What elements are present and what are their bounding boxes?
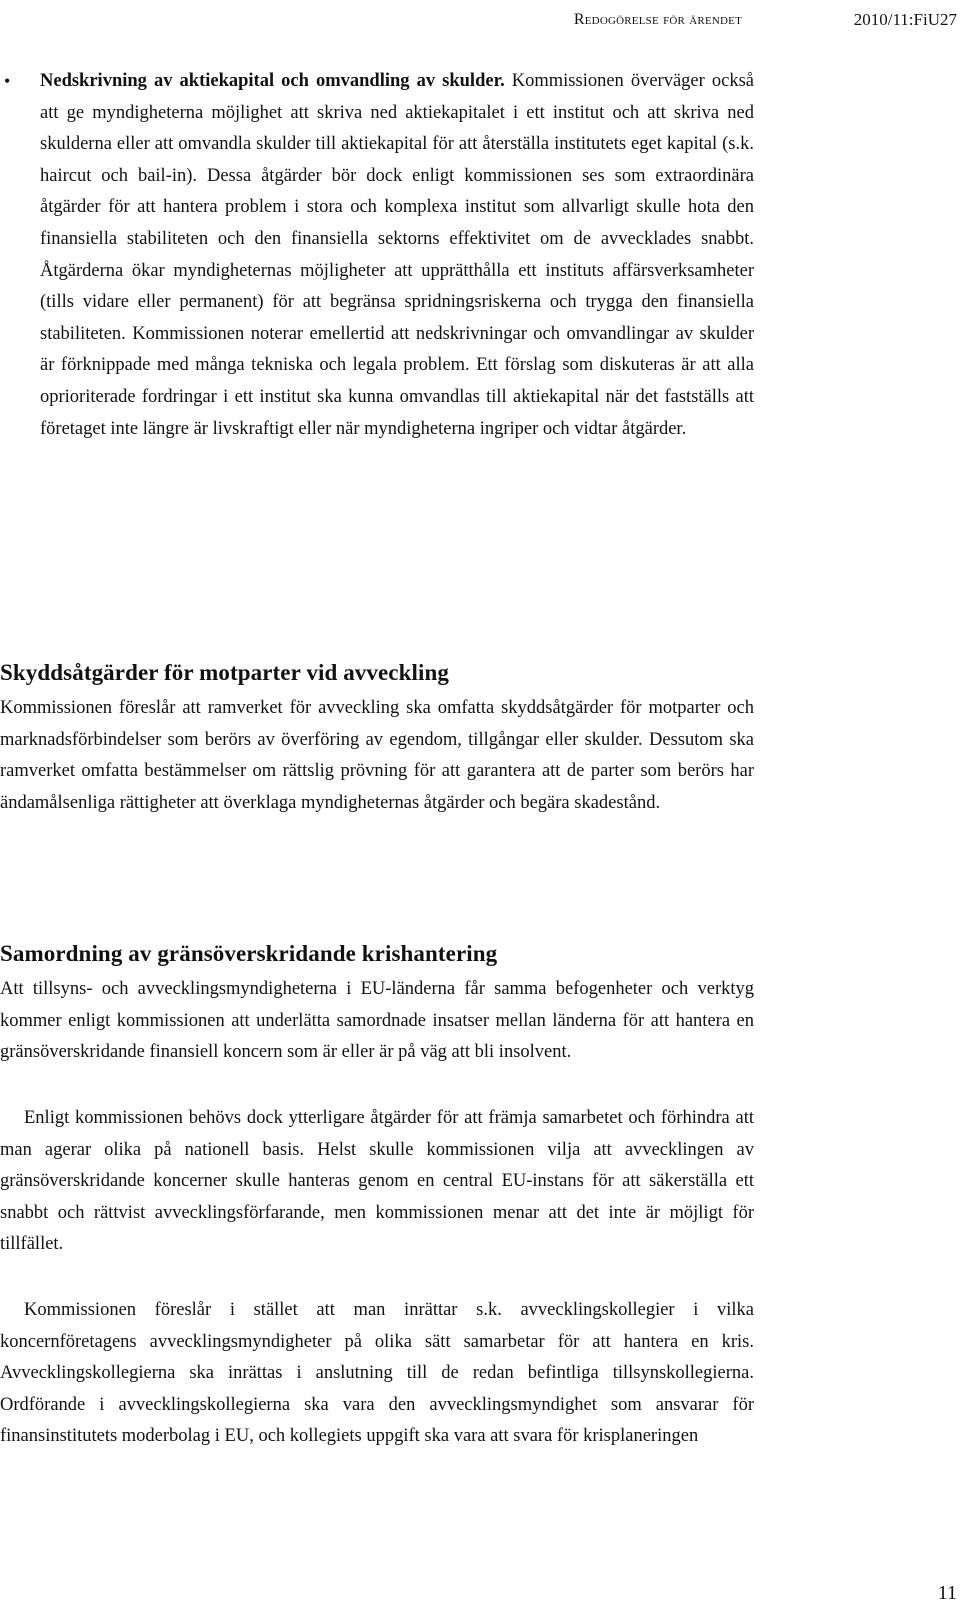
- bullet-lead: Nedskrivning av aktiekapital och omvandling av skulder.: [40, 71, 505, 91]
- heading-samordning: Samordning av gränsöverskridande krishantering: [0, 941, 498, 966]
- paragraph-skyddsatgarder: Kommissionen föreslår att ramverket för avveckling ska omfatta skyddsåtgärder för motparter och marknadsförbindelser som berörs av överföring av egendom, tillgångar eller skulder. Dessutom ska ramverket omfatta bestämmelser om rättslig prövning för att garantera att de parter som berörs har ändamålsenliga rättigheter att överklaga myndigheternas åtgärder och begära skadestånd.: [0, 698, 754, 813]
- page-number: 11: [937, 1582, 957, 1604]
- report-label: Redogörelse för ärendet: [573, 11, 742, 28]
- heading-skyddsatgarder: Skyddsåtgärder för motparter vid avveckling: [0, 660, 449, 685]
- bullet-body: Kommissionen överväger också att ge myndigheterna möjlighet att skriva ned aktiekapitalet i ett institut och att skriva ned skulderna eller att omvandla skulder till aktiekapital för att återställa institutets eget kapital (s.k. haircut och bail-in). Dessa åtgärder bör dock enligt kommissionen ses som extraordinära åtgärder för att hantera problem i stora och komplexa institut som allvarligt skulle hota den finansiella stabiliteten och den finansiella sektorns effektivitet om de avvecklades snabbt. Åtgärderna ökar myndigheternas möjligheter att upprätthålla ett instituts affärsverksamheter (tills vidare eller permanent) för att begränsa spridningsriskerna och trygga den finansiella stabiliteten. Kommissionen noterar emellertid att nedskrivningar och omvandlingar av skulder är förknippade med många tekniska och legala problem. Ett förslag som diskuteras är att alla oprioriterade fordringar i ett institut ska kunna omvandlas till aktiekapital när det fastställs att företaget inte längre är livskraftigt eller när myndigheterna ingriper och vidtar åtgärder.: [40, 71, 754, 439]
- paragraph-samordning-2: Enligt kommissionen behövs dock ytterligare åtgärder för att främja samarbetet och förhindra att man agerar olika på nationell basis. Helst skulle kommissionen vilja att avvecklingen av gränsöverskridande koncerner skulle hanteras genom en central EU-instans för att säkerställa ett snabbt och rättvist avvecklingsförfarande, men kommissionen menar att det inte är möjligt för tillfället.: [0, 1108, 754, 1255]
- document-code: 2010/11:FiU27: [853, 10, 957, 29]
- bullet-marker: •: [4, 71, 11, 91]
- bullet-item: [0, 66, 760, 445]
- paragraph-samordning-1: Att tillsyns- och avvecklingsmyndigheterna i EU-länderna får samma befogenheter och verktyg kommer enligt kommissionen att underlätta samordnade insatser mellan länderna för att hantera en gränsöverskridande finansiell koncern som är eller är på väg att bli insolvent.: [0, 979, 754, 1063]
- bullet-text: [40, 66, 754, 445]
- paragraph-samordning-3: Kommissionen föreslår i stället att man inrättar s.k. avvecklingskollegier i vilka koncernföretagens avvecklingsmyndigheter på olika sätt samarbetar för att hantera en kris. Avvecklingskollegierna ska inrättas i anslutning till de redan befintliga tillsynskollegierna. Ordförande i avvecklingskollegierna ska vara den avvecklingsmyndighet som ansvarar för finansinstitutets moderbolag i EU, och kollegiets uppgift ska vara att svara för krisplaneringen: [0, 1300, 754, 1447]
- running-header: [0, 4, 960, 32]
